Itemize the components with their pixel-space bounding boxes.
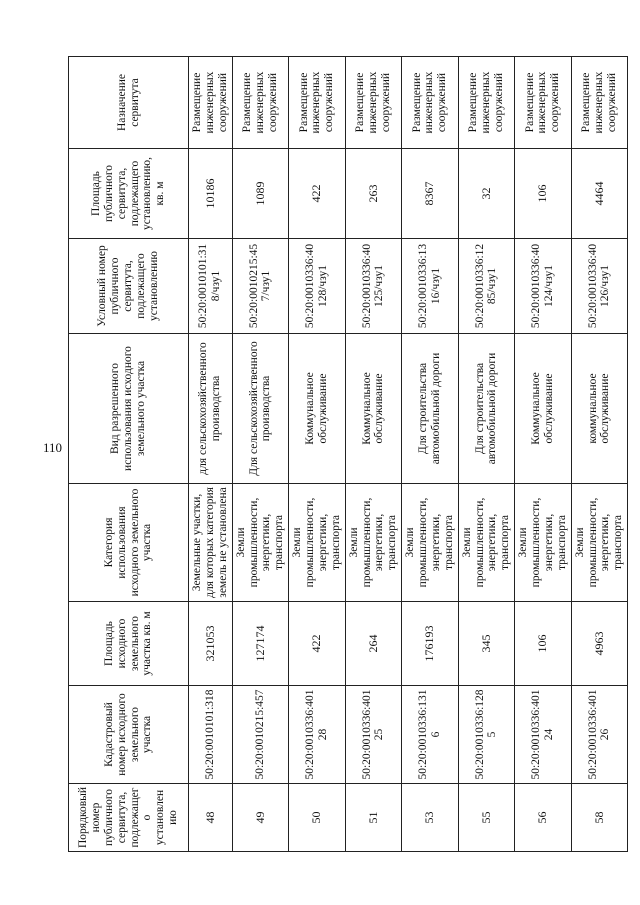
cell-permitted-use: Для сельскохозяйственного производства <box>232 334 289 484</box>
cell-conditional-number: 50:20:0010336:1316/чзу1 <box>402 239 459 334</box>
page-number: 110 <box>43 440 63 455</box>
cell-serial-number: 48 <box>189 784 233 852</box>
cell-servitude-area: 106 <box>515 149 572 239</box>
cell-conditional-number: 50:20:0010215:457/чзу1 <box>232 239 289 334</box>
cell-servitude-area: 1089 <box>232 149 289 239</box>
rotated-table-container <box>68 57 625 852</box>
cell-source-area: 345 <box>458 602 515 686</box>
cell-cadastral-number: 50:20:0010336:40125 <box>345 686 402 784</box>
table-row <box>402 57 459 852</box>
cell-servitude-area: 4464 <box>571 149 628 239</box>
cell-serial-number: 58 <box>571 784 628 852</box>
cell-land-category: Земли промышленности, энергетики, транспорта <box>458 484 515 602</box>
cell-servitude-area: 32 <box>458 149 515 239</box>
cell-conditional-number: 50:20:0010336:40126/чзу1 <box>571 239 628 334</box>
cell-purpose: Размещение инженерных сооружений <box>289 57 346 149</box>
cell-servitude-area: 10186 <box>189 149 233 239</box>
cell-source-area: 422 <box>289 602 346 686</box>
cell-permitted-use: Для строительства автомобильной дороги <box>402 334 459 484</box>
table-row <box>458 57 515 852</box>
header-servitude-area: Площадь публичного сервитута, подлежащего установлению, кв. м <box>69 149 189 239</box>
cell-permitted-use: Коммунальное обслуживание <box>345 334 402 484</box>
cell-serial-number: 53 <box>402 784 459 852</box>
cell-purpose: Размещение инженерных сооружений <box>345 57 402 149</box>
table-row <box>232 57 289 852</box>
header-purpose: Назначение сервитута <box>69 57 189 149</box>
header-conditional-number: Условный номер публичного сервитута, подлежащего установлению <box>69 239 189 334</box>
cell-purpose: Размещение инженерных сооружений <box>515 57 572 149</box>
cell-cadastral-number: 50:20:0010336:40126 <box>571 686 628 784</box>
cell-purpose: Размещение инженерных сооружений <box>189 57 233 149</box>
cell-serial-number: 55 <box>458 784 515 852</box>
cell-land-category: Земельные участки, для которых категория земель не установлена <box>189 484 233 602</box>
table-row <box>189 57 233 852</box>
cell-permitted-use: Для строительства автомобильной дороги <box>458 334 515 484</box>
cell-land-category: Земли промышленности, энергетики, транспорта <box>515 484 572 602</box>
cell-source-area: 106 <box>515 602 572 686</box>
cell-permitted-use: Коммунальное обслуживание <box>515 334 572 484</box>
cell-cadastral-number: 50:20:0010101:318 <box>189 686 233 784</box>
cell-serial-number: 50 <box>289 784 346 852</box>
cell-source-area: 176193 <box>402 602 459 686</box>
cell-cadastral-number: 50:20:0010336:40124 <box>515 686 572 784</box>
cell-serial-number: 51 <box>345 784 402 852</box>
cell-land-category: Земли промышленности, энергетики, транспорта <box>289 484 346 602</box>
header-land-category: Категория использования исходного земельного участка <box>69 484 189 602</box>
cell-conditional-number: 50:20:0010336:40128/чзу1 <box>289 239 346 334</box>
cell-source-area: 4963 <box>571 602 628 686</box>
cell-servitude-area: 422 <box>289 149 346 239</box>
cell-purpose: Размещение инженерных сооружений <box>571 57 628 149</box>
cell-cadastral-number: 50:20:0010336:1316 <box>402 686 459 784</box>
table-row <box>515 57 572 852</box>
servitude-table <box>68 56 628 852</box>
header-permitted-use: Вид разрешенного использования исходного земельного участка <box>69 334 189 484</box>
cell-conditional-number: 50:20:0010336:40125/чзу1 <box>345 239 402 334</box>
cell-servitude-area: 8367 <box>402 149 459 239</box>
cell-permitted-use: для сельскохозяйственного производства <box>189 334 233 484</box>
cell-conditional-number: 50:20:0010336:40124/чзу1 <box>515 239 572 334</box>
cell-serial-number: 49 <box>232 784 289 852</box>
cell-cadastral-number: 50:20:0010336:40128 <box>289 686 346 784</box>
header-serial-number: Порядковый номер публичного сервитута, подлежащего установлению <box>69 784 189 852</box>
cell-conditional-number: 50:20:0010336:1285/чзу1 <box>458 239 515 334</box>
cell-servitude-area: 263 <box>345 149 402 239</box>
cell-purpose: Размещение инженерных сооружений <box>232 57 289 149</box>
cell-land-category: Земли промышленности, энергетики, транспорта <box>232 484 289 602</box>
cell-source-area: 321053 <box>189 602 233 686</box>
cell-serial-number: 56 <box>515 784 572 852</box>
cell-land-category: Земли промышленности, энергетики, транспорта <box>402 484 459 602</box>
cell-land-category: Земли промышленности, энергетики, транспорта <box>345 484 402 602</box>
header-cadastral-number: Кадастровый номер исходного земельного участка <box>69 686 189 784</box>
table-row <box>571 57 628 852</box>
cell-source-area: 127174 <box>232 602 289 686</box>
cell-permitted-use: Коммунальное обслуживание <box>289 334 346 484</box>
cell-conditional-number: 50:20:0010101:318/чзу1 <box>189 239 233 334</box>
header-row <box>69 57 189 852</box>
cell-source-area: 264 <box>345 602 402 686</box>
cell-cadastral-number: 50:20:0010215:457 <box>232 686 289 784</box>
table-row <box>345 57 402 852</box>
cell-permitted-use: коммунальное обслуживание <box>571 334 628 484</box>
header-source-area: Площадь исходного земельного участка кв. м <box>69 602 189 686</box>
cell-purpose: Размещение инженерных сооружений <box>402 57 459 149</box>
cell-cadastral-number: 50:20:0010336:1285 <box>458 686 515 784</box>
cell-land-category: Земли промышленности, энергетики, транспорта <box>571 484 628 602</box>
cell-purpose: Размещение инженерных сооружений <box>458 57 515 149</box>
table-row <box>289 57 346 852</box>
